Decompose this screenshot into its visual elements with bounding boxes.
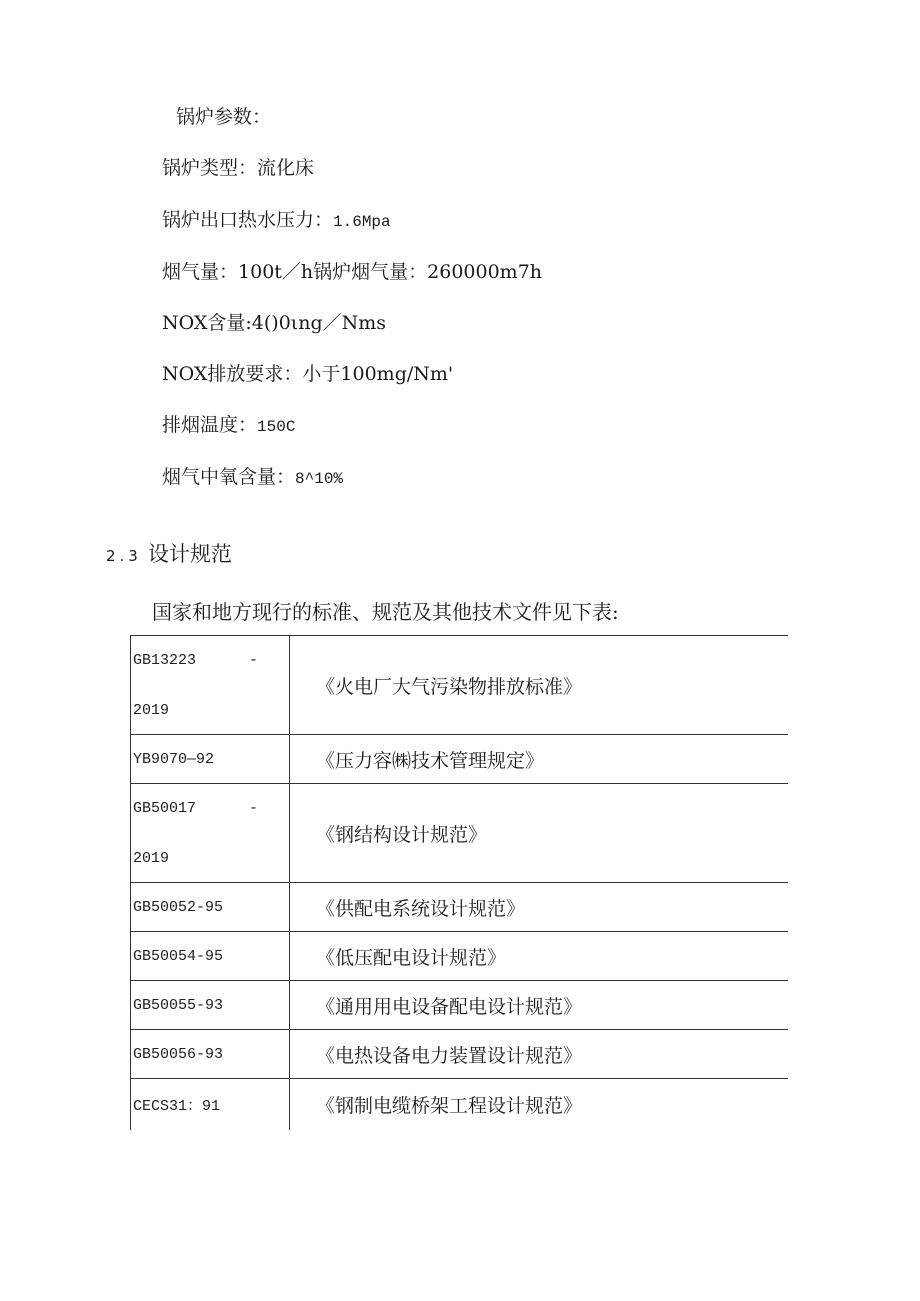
standard-code-year: 2019 — [133, 702, 170, 719]
param-value: 流化床 — [257, 157, 315, 179]
standard-code-cell — [131, 883, 290, 932]
param-line-oxygen-content — [162, 464, 343, 492]
param-label: 排烟温度： — [162, 414, 258, 436]
table-row — [131, 636, 789, 735]
param-label: 烟气量： — [162, 261, 239, 283]
param-line-nox-requirement — [162, 361, 453, 387]
standard-title: 《供配电系统设计规范》 — [316, 897, 526, 920]
param-value: 小于100mg/Nm' — [302, 363, 454, 385]
standard-title: 《压力容㈱技术管理规定》 — [316, 749, 545, 772]
standard-code-cell — [131, 1030, 290, 1079]
standard-title: 《电热设备电力装置设计规范》 — [316, 1044, 583, 1067]
standard-title: 《钢制电缆桥架工程设计规范》 — [316, 1094, 583, 1117]
standard-title: 《钢结构设计规范》 — [316, 823, 488, 846]
standard-code-cell — [131, 636, 290, 735]
table-row — [131, 735, 789, 784]
standard-code-cell — [131, 932, 290, 981]
table-row — [131, 784, 789, 883]
param-value: 100t／h锅炉烟气量：260000m7h — [238, 261, 543, 283]
standards-table — [130, 635, 788, 1130]
table-row — [131, 1030, 789, 1079]
param-line-nox-content — [162, 310, 386, 336]
param-label: NOX含量: — [162, 312, 252, 334]
param-line-outlet-pressure — [162, 207, 391, 235]
standard-code-cell — [131, 784, 290, 883]
param-label: NOX排放要求： — [162, 363, 303, 385]
table-row — [131, 883, 789, 932]
standard-code-dash: - — [249, 652, 259, 669]
section-title: 设计规范 — [147, 542, 232, 566]
table-row — [131, 1079, 789, 1130]
standard-code: GB50052-95 — [133, 898, 224, 916]
param-value: 4()0ιng／Nms — [251, 312, 387, 334]
standard-code-cell — [131, 981, 290, 1030]
section-heading — [106, 538, 232, 568]
standard-code: GB50056-93 — [133, 1045, 224, 1063]
table-row — [131, 932, 789, 981]
standard-code-cell — [131, 1079, 290, 1130]
standard-code-year: 2019 — [133, 850, 170, 867]
param-label: 锅炉类型： — [162, 157, 258, 179]
standard-code-cell — [131, 735, 290, 784]
param-value: 150C — [257, 418, 296, 436]
param-line-flue-gas-volume — [162, 259, 542, 285]
standard-code: CECS31：91 — [133, 1097, 221, 1115]
param-label: 锅炉出口热水压力： — [162, 209, 334, 231]
param-value: 8^10% — [295, 470, 344, 488]
standard-code: GB50054-95 — [133, 947, 224, 965]
standard-code: GB13223 — [133, 652, 197, 669]
standard-code: YB9070—92 — [133, 750, 215, 768]
section-intro: 国家和地方现行的标准、规范及其他技术文件见下表: — [152, 600, 619, 624]
param-value: 1.6Mpa — [333, 213, 391, 231]
boiler-params-heading: 锅炉参数： — [176, 106, 272, 128]
standard-code-dash: - — [249, 800, 259, 817]
section-number: 2.3 — [106, 547, 142, 565]
standard-title: 《低压配电设计规范》 — [316, 946, 507, 969]
standard-code: GB50017 — [133, 800, 197, 817]
param-label: 烟气中氧含量： — [162, 466, 296, 488]
standard-title: 《火电厂大气污染物排放标准》 — [316, 675, 583, 698]
table-row — [131, 981, 789, 1030]
param-line-exhaust-temp — [162, 412, 295, 440]
standard-code: GB50055-93 — [133, 996, 224, 1014]
standard-title: 《通用用电设备配电设计规范》 — [316, 995, 583, 1018]
param-line-boiler-type — [162, 155, 314, 181]
